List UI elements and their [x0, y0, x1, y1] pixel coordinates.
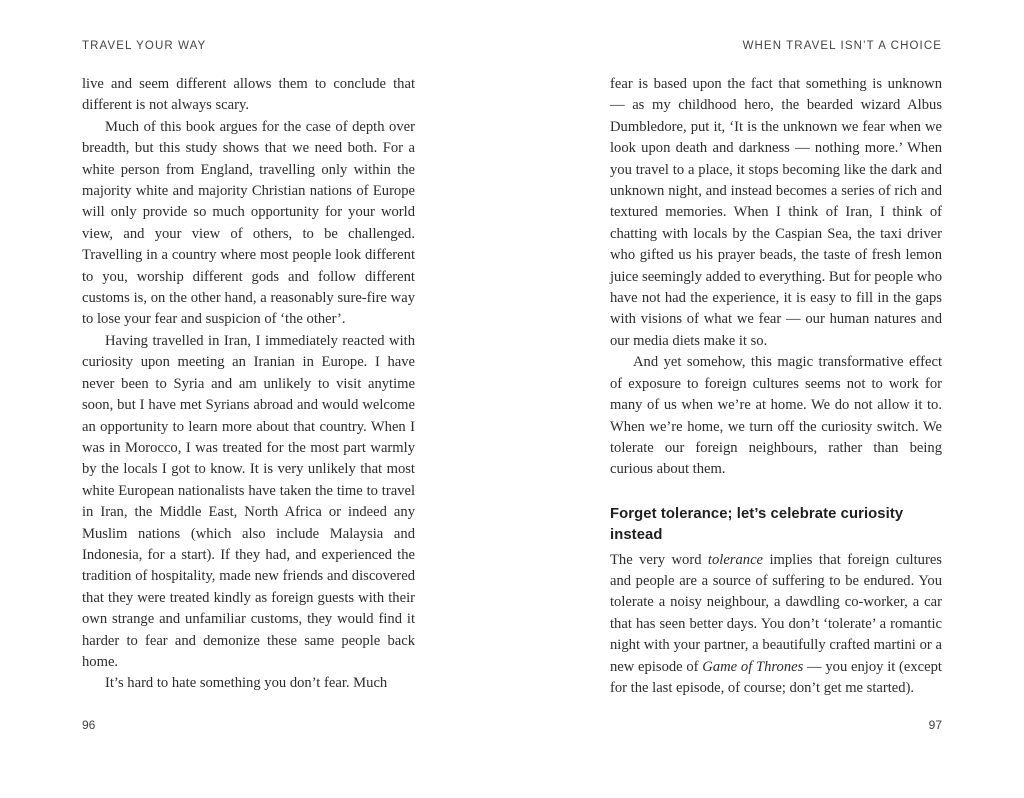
text-segment: It’s hard to hate something you don’t fear. Much — [105, 675, 388, 692]
text-segment: — you enjoy it (except for the last episode, of course; don’t get me started). — [610, 658, 942, 696]
text-segment: And yet somehow, this magic transformative effect of exposure to foreign cultures seems not to work for many of us when we’re at home. We do not allow it to. When we’re home, we turn off the curiosity switch. We tolerate our foreign neighbours, rather than being curious about them. — [610, 354, 942, 478]
paragraph — [82, 74, 415, 117]
paragraph — [610, 74, 942, 352]
text-segment: fear is based upon the fact that something is unknown — as my childhood hero, the bearded wizard Albus Dumbledore, put it, ‘It is the unknown we fear when we look upon death and darkness — nothing more.’ When you travel to a place, it stops becoming like the dark and unknown night, and instead becomes a series of rich and textured memories. When I think of Iran, I think of chatting with locals by the Caspian Sea, the taxi driver who gifted us his prayer beads, the taste of fresh lemon juice seemingly added to everything. But for people who have not had the experience, it is easy to fill in the gaps with visions of what we fear — our human natures and our media diets make it so. — [610, 76, 942, 349]
running-head-left: TRAVEL YOUR WAY — [82, 40, 207, 52]
right-page-body — [610, 74, 942, 699]
paragraph — [610, 550, 942, 700]
paragraph — [82, 331, 415, 674]
text-segment: implies that foreign cultures and people are a source of suffering to be endured. You tolerate a noisy neighbour, a dawdling co-worker, a car that has seen better days. You don’t ‘tolerate’ a romantic night with your partner, a beautifully crafted martini or a new episode of — [610, 551, 942, 675]
text-segment: Having travelled in Iran, I immediately reacted with curiosity upon meeting an Iranian in Europe. I have never been to Syria and am unlikely to visit anytime soon, but I have met Syrians abroad and would welcome an opportunity to learn more about that country. When I was in Morocco, I was treated for the most part warmly by the locals I got to know. It is very unlikely that most white European nationalists have taken the time to travel in Iran, the Middle East, North Africa or indeed any Muslim nations (which also include Malaysia and Indonesia, for a start). If they had, and experienced the tradition of hospitality, made new friends and discovered that they were treated kindly as foreign guests with their own strange and unfamiliar customs, they would find it harder to fear and demonize these same people back home. — [82, 332, 415, 670]
page-number-left: 96 — [82, 718, 96, 732]
running-head-right: WHEN TRAVEL ISN’T A CHOICE — [742, 40, 942, 52]
paragraph — [610, 352, 942, 480]
text-segment: Much of this book argues for the case of depth over breadth, but this study shows that we need both. For a white person from England, travelling only within the majority white and majority Christian nations of Europe will only provide so much opportunity for your world view, and your view of others, to be challenged. Travelling in a country where most people look different to you, worship different gods and follow different customs is, on the other hand, a reasonably sure-fire way to lose your fear and suspicion of ‘the other’. — [82, 118, 415, 328]
right-page — [610, 40, 942, 732]
paragraph — [82, 117, 415, 331]
page-number-right: 97 — [928, 718, 942, 732]
left-page — [82, 40, 415, 732]
text-segment: live and seem different allows them to conclude that different is not always scary. — [82, 76, 415, 114]
italic-text: Game of Thrones — [702, 658, 804, 675]
section-heading: Forget tolerance; let’s celebrate curiosity instead — [610, 505, 904, 544]
text-segment: The very word — [610, 551, 708, 568]
left-page-body — [82, 74, 415, 695]
italic-text: tolerance — [707, 551, 764, 568]
paragraph — [82, 673, 415, 694]
